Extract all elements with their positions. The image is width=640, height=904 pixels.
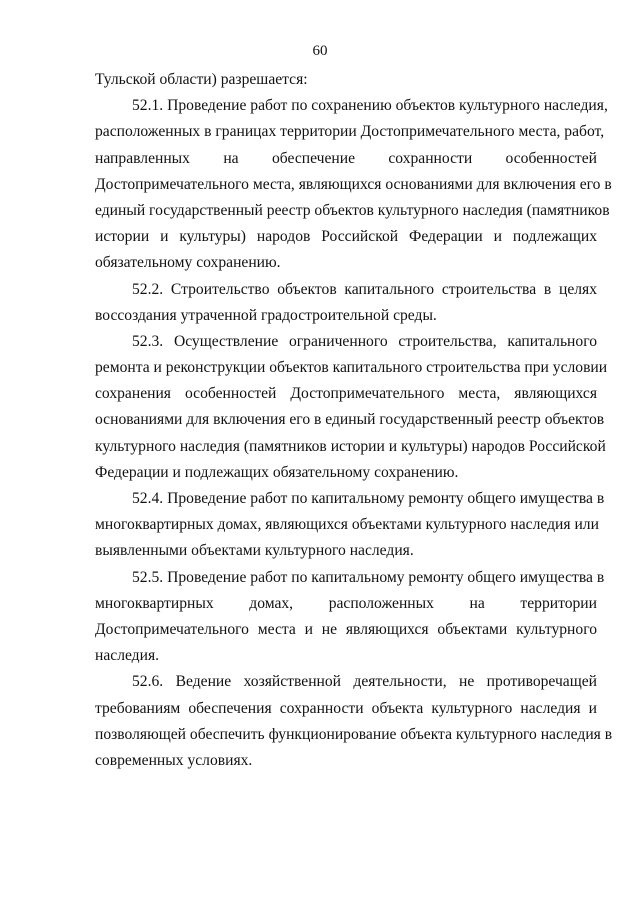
paragraph-52-1-line: 52.1. Проведение работ по сохранению объектов культурного наследия, — [132, 97, 608, 115]
paragraph-52-1-line: единый государственный реестр объектов культурного наследия (памятников — [95, 201, 610, 219]
paragraph-52-1-line: расположенных в границах территории Достопримечательного места, работ, — [95, 123, 605, 141]
paragraph-52-5-line: Достопримечательного места и не являющихся объектами культурного — [95, 620, 597, 638]
document-body — [95, 67, 613, 774]
paragraph-52-6-line: 52.6. Ведение хозяйственной деятельности, не противоречащей — [132, 673, 597, 691]
paragraph-52-6-line: требованиям обеспечения сохранности объекта культурного наследия и — [95, 699, 597, 717]
paragraph-52-5-line: многоквартирных домах, расположенных на территории — [95, 594, 597, 612]
paragraph-52-3-line: основаниями для включения его в единый государственный реестр объектов — [95, 411, 605, 429]
paragraph-52-3-line: культурного наследия (памятников истории и культуры) народов Российской — [95, 437, 606, 455]
page-number: 60 — [312, 43, 328, 59]
paragraph-52-3-line: 52.3. Осуществление ограниченного строительства, капитального — [132, 332, 597, 350]
paragraph-52-3-line: Федерации и подлежащих обязательному сохранению. — [95, 463, 459, 481]
paragraph-52-6-line: позволяющей обеспечить функционирование объекта культурного наследия в — [95, 725, 613, 743]
text-line: Тульской области) разрешается: — [95, 71, 308, 88]
paragraph-52-2-line: 52.2. Строительство объектов капитального строительства в целях — [132, 280, 597, 298]
paragraph-52-1-line: Достопримечательного места, являющихся основаниями для включения его в — [95, 175, 612, 193]
paragraph-52-5-line: 52.5. Проведение работ по капитальному ремонту общего имущества в — [132, 568, 605, 586]
paragraph-52-1-line: обязательному сохранению. — [95, 254, 281, 272]
paragraph-52-3-line: сохранения особенностей Достопримечательного места, являющихся — [95, 385, 597, 403]
paragraph-52-4-line: выявленными объектами культурного наследия. — [95, 542, 414, 560]
paragraph-52-1-line: направленных на обеспечение сохранности особенностей — [95, 149, 597, 167]
paragraph-52-5-line: наследия. — [95, 647, 160, 665]
paragraph-52-4-line: 52.4. Проведение работ по капитальному ремонту общего имущества в — [132, 490, 605, 507]
paragraph-52-4-line: многоквартирных домах, являющихся объектами культурного наследия или — [95, 516, 599, 534]
paragraph-52-3-line: ремонта и реконструкции объектов капитального строительства при условии — [95, 359, 608, 377]
paragraph-52-2-line: воссоздания утраченной градостроительной среды. — [95, 306, 437, 324]
paragraph-52-1-line: истории и культуры) народов Российской Федерации и подлежащих — [95, 228, 597, 246]
paragraph-52-6-line: современных условиях. — [95, 751, 253, 769]
